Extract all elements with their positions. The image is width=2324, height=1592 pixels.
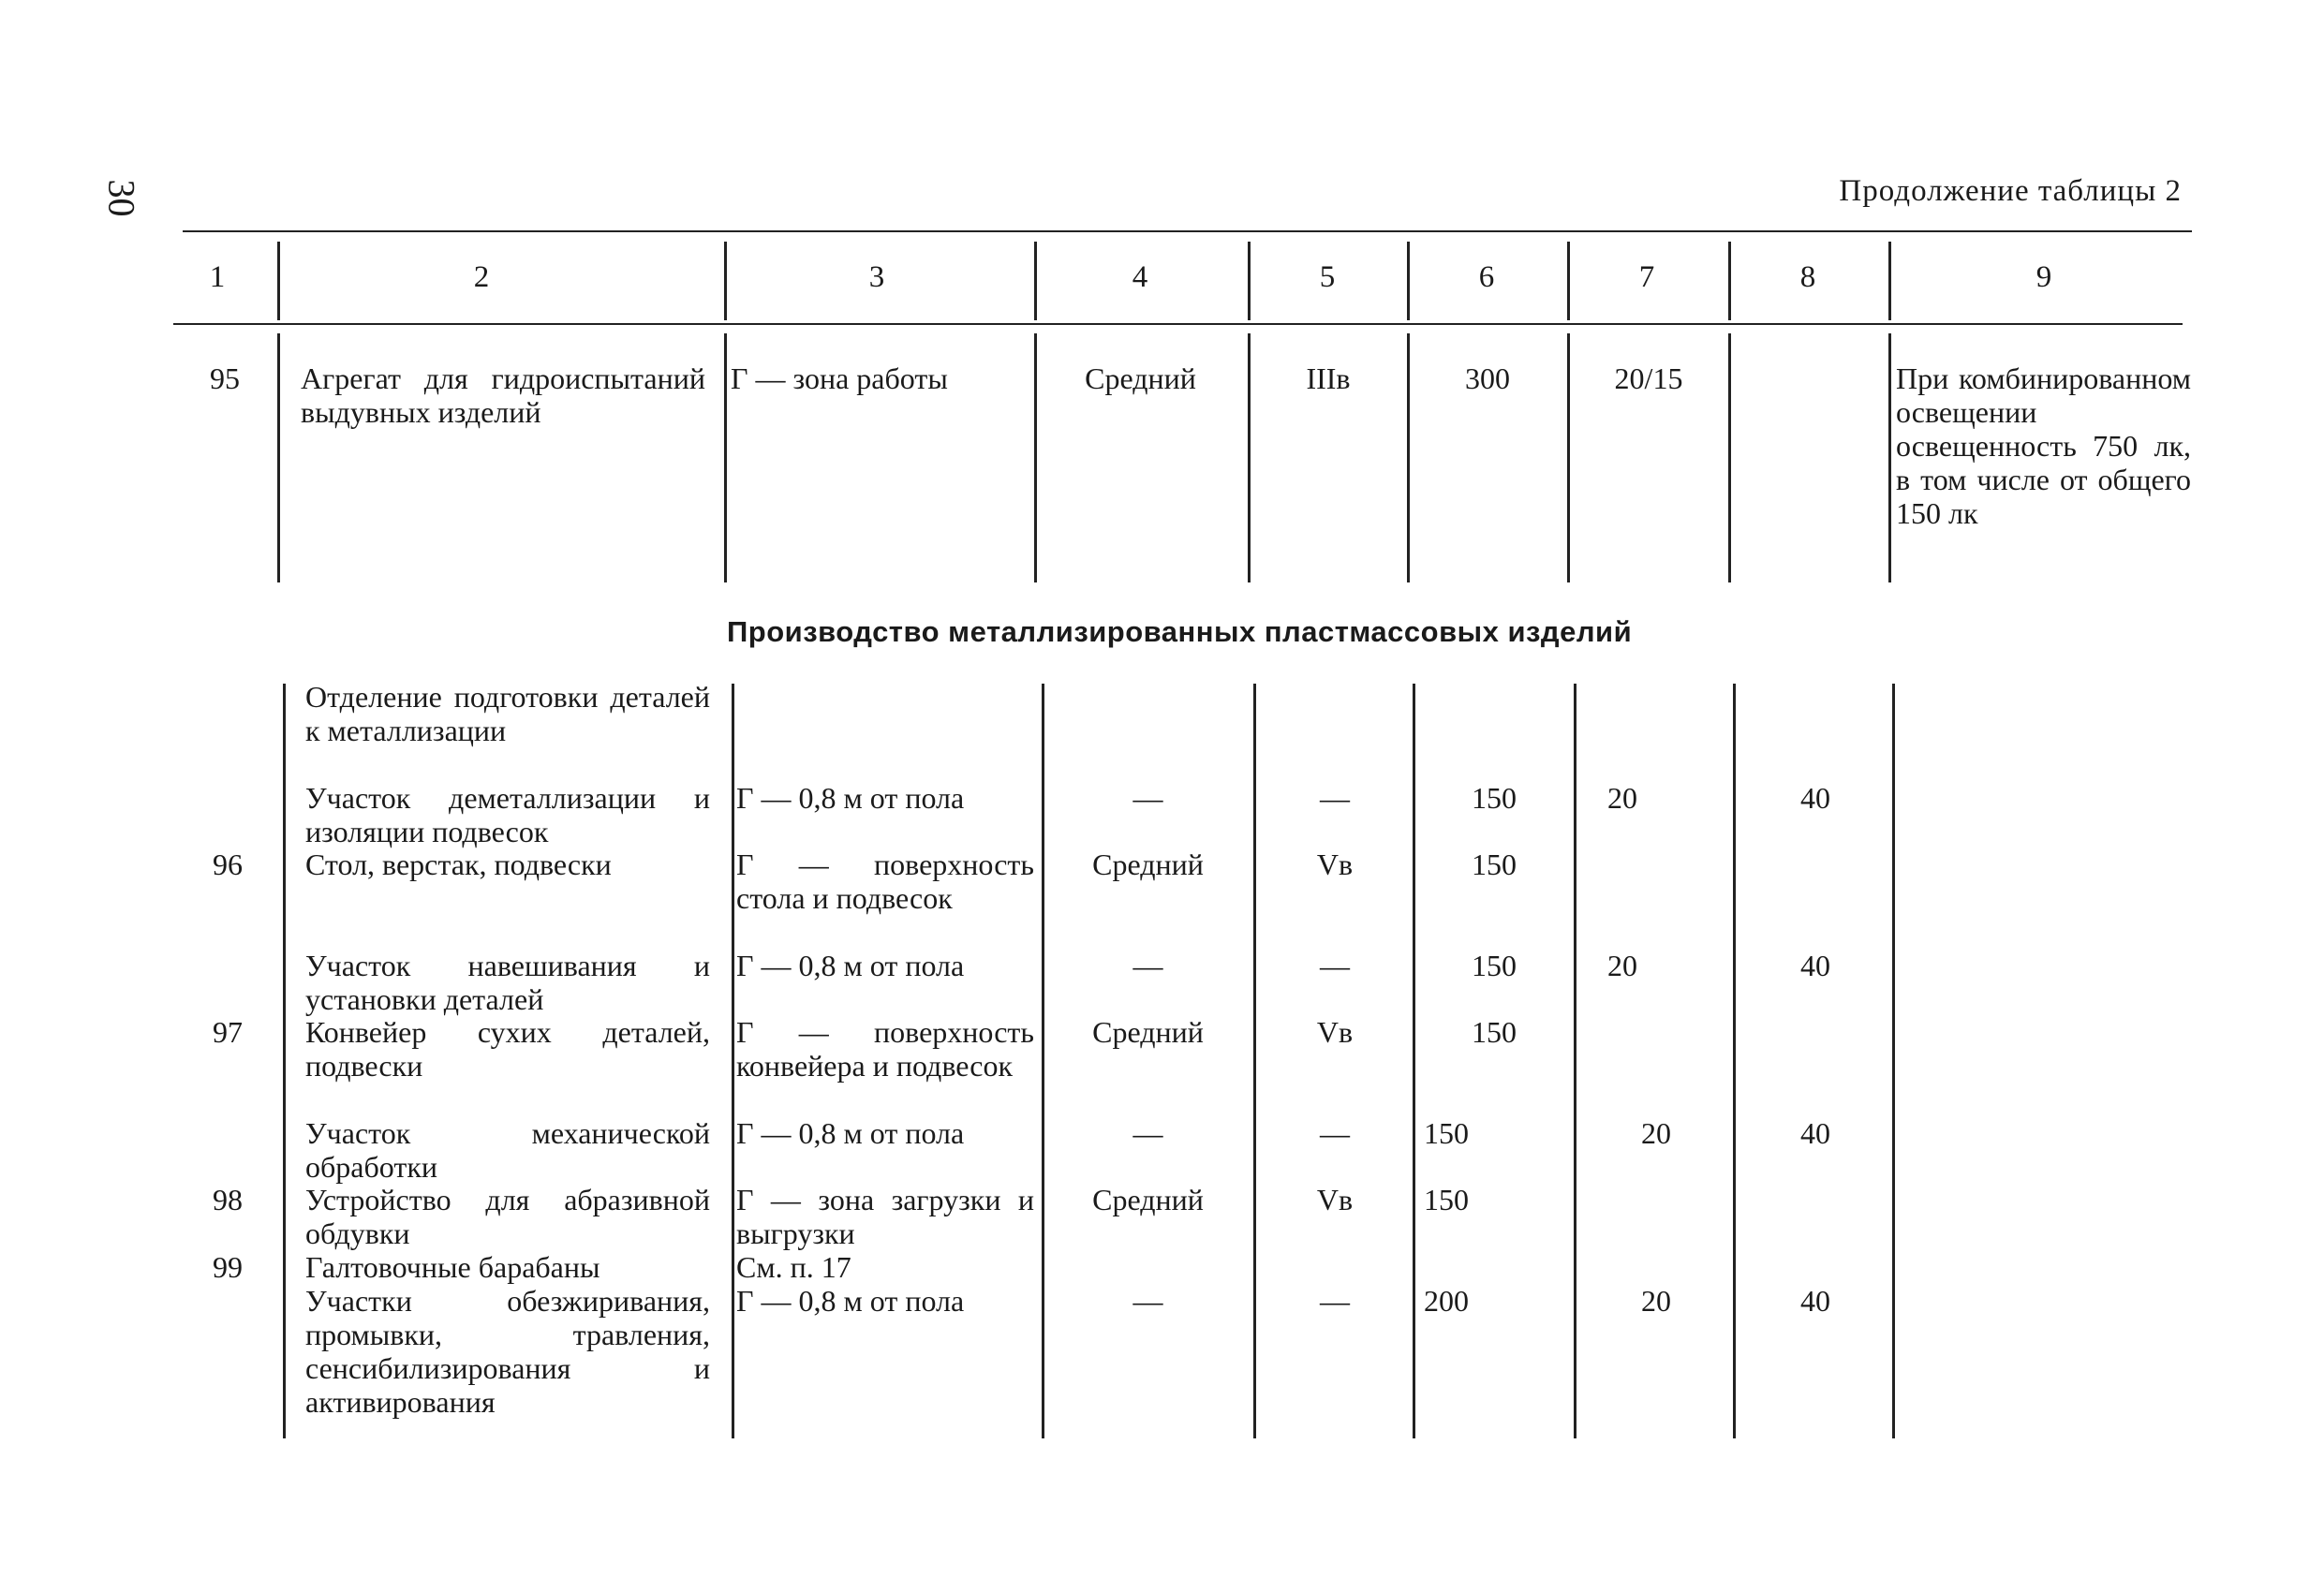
row-category: Vв xyxy=(1316,848,1354,881)
row95-divider xyxy=(1567,333,1570,582)
section-divider xyxy=(1574,684,1576,1438)
row95-divider xyxy=(1888,333,1891,582)
header-divider xyxy=(1888,242,1891,320)
column-header-1: 1 xyxy=(209,260,226,294)
row-number: 99 xyxy=(213,1250,243,1284)
column-header-8: 8 xyxy=(1799,260,1816,294)
row-category: — xyxy=(1320,781,1350,815)
header-divider xyxy=(1248,242,1251,320)
row95-plane: Г — зона работы xyxy=(731,361,948,395)
column-header-7: 7 xyxy=(1638,260,1655,294)
row-general: 20 xyxy=(1607,949,1637,982)
row-name: Участок навешивания и установки деталей xyxy=(305,949,710,1016)
row-contrast: Средний xyxy=(1092,1015,1204,1049)
row-col8: 40 xyxy=(1800,1116,1830,1150)
row95-contrast: Средний xyxy=(1085,361,1196,395)
row-contrast: — xyxy=(1132,781,1163,815)
row-category: Vв xyxy=(1316,1183,1354,1216)
header-divider xyxy=(1407,242,1410,320)
row-contrast: Средний xyxy=(1092,848,1204,881)
row-category: — xyxy=(1320,1284,1350,1318)
row-contrast: — xyxy=(1132,949,1163,982)
row-combined: 150 xyxy=(1424,1116,1469,1150)
row-plane: Г — 0,8 м от пола xyxy=(736,1116,965,1150)
row95-category: IIIв xyxy=(1306,361,1351,395)
row-number: 98 xyxy=(213,1183,243,1216)
row-plane: Г — поверхность стола и подвесок xyxy=(736,848,1034,915)
page-number: 30 xyxy=(100,179,143,217)
section-divider xyxy=(1253,684,1256,1438)
row-col8: 40 xyxy=(1800,949,1830,982)
section-divider xyxy=(1413,684,1415,1438)
section-divider xyxy=(1042,684,1044,1438)
row-category: Vв xyxy=(1316,1015,1354,1049)
section-divider xyxy=(1733,684,1736,1438)
row-plane: Г — 0,8 м от пола xyxy=(736,781,965,815)
row95-name: Агрегат для гидроиспытаний выдувных изделий xyxy=(301,361,705,429)
row-col8: 40 xyxy=(1800,781,1830,815)
row95-divider xyxy=(1407,333,1410,582)
row-contrast: Средний xyxy=(1092,1183,1204,1216)
row-name: Участки обезжиривания, промывки, травления, сенсибилизирования и активирования xyxy=(305,1284,710,1419)
row-name: Стол, верстак, подвески xyxy=(305,848,612,881)
row-name: Устройство для абразивной обдувки xyxy=(305,1183,710,1250)
row-general: 20 xyxy=(1607,781,1637,815)
section-divider xyxy=(732,684,734,1438)
row-general: 20 xyxy=(1641,1116,1671,1150)
row-contrast: — xyxy=(1132,1116,1163,1150)
row-combined: 200 xyxy=(1424,1284,1469,1318)
row-number: 96 xyxy=(213,848,243,881)
row-contrast: — xyxy=(1132,1284,1163,1318)
row-plane: Г — зона загрузки и выгрузки xyxy=(736,1183,1034,1250)
row-plane: См. п. 17 xyxy=(736,1250,851,1284)
row-category: — xyxy=(1320,1116,1350,1150)
row95-divider xyxy=(277,333,280,582)
header-divider xyxy=(1034,242,1037,320)
row-combined: 150 xyxy=(1472,781,1517,815)
row95-divider xyxy=(724,333,727,582)
header-divider xyxy=(1728,242,1731,320)
row-name: Конвейер сухих деталей, подвески xyxy=(305,1015,710,1083)
row95-combined: 300 xyxy=(1465,361,1510,395)
table-continuation-caption: Продолжение таблицы 2 xyxy=(1839,174,2182,208)
row-plane: Г — 0,8 м от пола xyxy=(736,1284,965,1318)
row-combined: 150 xyxy=(1472,848,1517,881)
row95-divider xyxy=(1248,333,1251,582)
row-plane: Г — 0,8 м от пола xyxy=(736,949,965,982)
header-divider xyxy=(724,242,727,320)
row-name: Отделение подготовки деталей к металлизации xyxy=(305,680,710,747)
row-combined: 150 xyxy=(1472,949,1517,982)
row-name: Участок деметаллизации и изоляции подвесок xyxy=(305,781,710,848)
row95-general: 20/15 xyxy=(1614,361,1683,395)
column-header-5: 5 xyxy=(1319,260,1336,294)
row-number: 97 xyxy=(213,1015,243,1049)
table-top-rule xyxy=(183,230,2192,232)
section-divider xyxy=(1892,684,1895,1438)
row-category: — xyxy=(1320,949,1350,982)
row-plane: Г — поверхность конвейера и подвесок xyxy=(736,1015,1034,1083)
section-divider xyxy=(283,684,286,1438)
column-header-9: 9 xyxy=(2035,260,2052,294)
section-title: Производство металлизированных пластмассовых изделий xyxy=(727,615,1633,648)
row-col8: 40 xyxy=(1800,1284,1830,1318)
row-name: Галтовочные барабаны xyxy=(305,1250,600,1284)
column-header-6: 6 xyxy=(1478,260,1495,294)
row95-note: При комбинированном освещении освещенность 750 лк, в том числе от общего 150 лк xyxy=(1896,361,2191,530)
header-divider xyxy=(1567,242,1570,320)
header-divider xyxy=(277,242,280,320)
column-header-4: 4 xyxy=(1132,260,1148,294)
column-header-3: 3 xyxy=(868,260,885,294)
header-bottom-rule xyxy=(173,323,2183,325)
row-general: 20 xyxy=(1641,1284,1671,1318)
row-combined: 150 xyxy=(1424,1183,1469,1216)
row95-divider xyxy=(1728,333,1731,582)
row95-number: 95 xyxy=(210,361,240,395)
row-combined: 150 xyxy=(1472,1015,1517,1049)
column-header-2: 2 xyxy=(473,260,490,294)
row-name: Участок механической обработки xyxy=(305,1116,710,1184)
row95-divider xyxy=(1034,333,1037,582)
